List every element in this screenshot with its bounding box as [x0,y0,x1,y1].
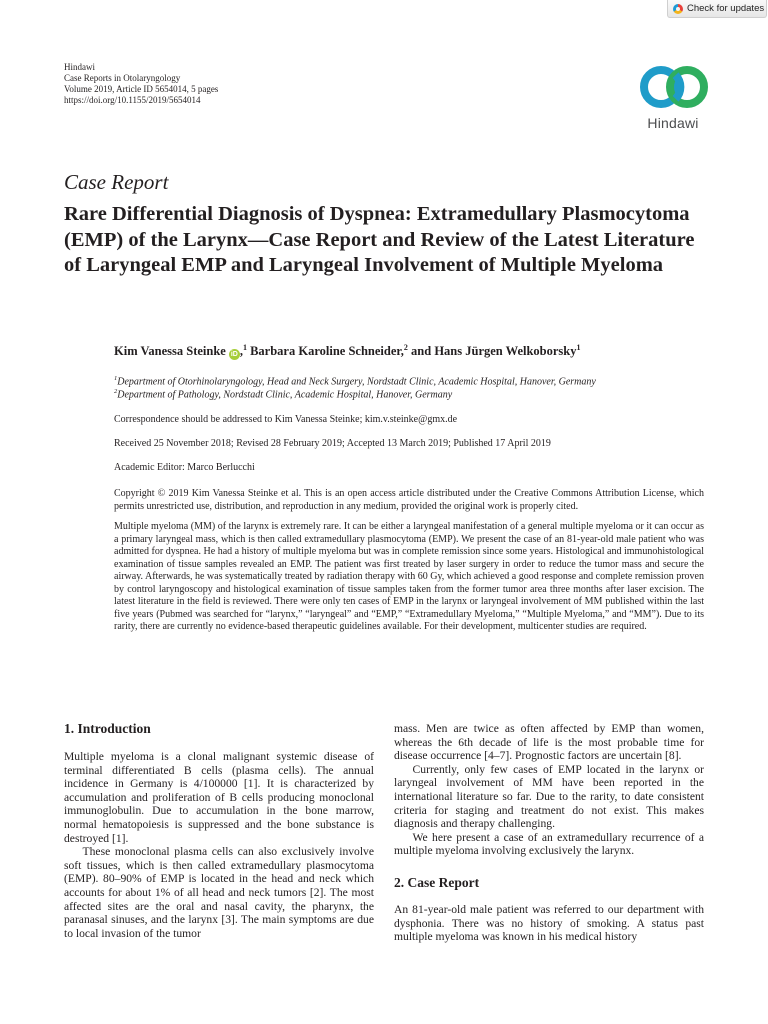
volume-info: Volume 2019, Article ID 5654014, 5 pages [64,84,219,94]
doi-link[interactable]: https://doi.org/10.1155/2019/5654014 [64,95,201,105]
logo-wordmark: Hindawi [647,115,699,131]
correspondence: Correspondence should be addressed to Kim Vanessa Steinke; kim.v.steinke@gmx.de [114,414,458,425]
journal-name: Case Reports in Otolaryngology [64,73,181,83]
copyright-notice: Copyright © 2019 Kim Vanessa Steinke et al. This is an open access article distributed under the Creative Commons Attribution License, which permits unrestricted use, distribution, and reproduction in any medium, provided the original work is properly cited. [114,488,704,512]
paragraph: An 81-year-old male patient was referred to our department with dysphonia. There was no history of smoking. A status past multiple myeloma was known in his medical history [394,902,704,944]
section-heading-introduction: 1. Introduction [64,721,151,736]
affiliation-number: 1 [114,375,118,382]
affiliation [114,388,452,400]
article-title: Rare Differential Diagnosis of Dyspnea: Extramedullary Plasmocytoma (EMP) of the Larynx—Case Report and Review of the Latest Literature of Laryngeal EMP and Laryngeal Involvement of Multiple Myeloma [64,203,695,276]
orcid-icon[interactable]: iD [230,351,238,359]
article-dates: Received 25 November 2018; Revised 28 February 2019; Accepted 13 March 2019; Published 17 April 2019 [114,438,551,449]
publisher-name: Hindawi [64,62,95,72]
author-affiliation-number: 1 [242,343,247,352]
author-list: Kim Vanessa Steinke iD ,$^1$ Barbara Karoline Schneider,$^2$ and Hans Jürgen Welkoborsky$^1$ [114,343,581,359]
section-heading-case-report: 2. Case Report [394,874,480,890]
academic-editor: Academic Editor: Marco Berlucchi [114,462,255,473]
affiliation [114,375,596,387]
paragraph: Currently, only few cases of EMP located in the larynx or laryngeal involvement of MM have been reported in the international literature so far. Due to the rarity, to date consistent criteria for staging and treatment do not exist. This makes diagnosis and therapy challenging. [394,762,704,831]
article-type: Case Report [64,170,169,194]
author-name: Barbara Karoline Schneider, [250,344,404,359]
author-name: and Hans Jürgen Welkoborsky [411,344,577,359]
author-affiliation-number: 2 [403,343,408,352]
paragraph: We here present a case of an extramedullary recurrence of a multiple myeloma involving exclusively the larynx. [394,830,704,858]
journal-meta [64,62,218,106]
paragraph: Multiple myeloma is a clonal malignant systemic disease of terminal differentiated B cells (plasma cells). The annual incidence in Germany is 4/100000 [1]. It is characterized by accumulation and proliferation of B cells producing monoclonal immunoglobulin. Due to accumulation in the bone marrow, normal hematopoiesis is suppressed and the bone substance is destroyed [1]. [64,750,374,845]
author-name: Kim Vanessa Steinke [114,344,226,359]
affiliation-text: Department of Pathology, Nordstadt Clinic, Academic Hospital, Hanover, Germany [117,389,453,401]
paragraph: These monoclonal plasma cells can also exclusively involve soft tissues, which is then called extramedullary plasmocytoma (EMP). 80–90% of EMP is located in the head and neck which accounts for about 1% of all head and neck tumors [2]. The most affected sites are the oral and nasal cavity, the pharynx, the paranasal sinuses, and the larynx [3]. The main symptoms are due to local invasion of the tumor [64,845,374,940]
affiliation-number: 2 [114,388,118,395]
update-check-icon [673,4,683,14]
check-for-updates-label: Check for updates [687,3,765,14]
check-for-updates-button[interactable] [667,0,767,18]
affiliation-text: Department of Otorhinolaryngology, Head and Neck Surgery, Nordstadt Clinic, Academic Hospital, Hanover, Germany [117,376,596,388]
body-column-left [64,721,374,940]
paragraph: mass. Men are twice as often affected by EMP than women, whereas the 6th decade of life is the most probable time for disease occurrence [4–7]. Prognostic factors are uncertain [8]. [394,722,704,763]
author-affiliation-number: 1 [576,343,581,352]
body-column-right [394,722,704,944]
abstract: Multiple myeloma (MM) of the larynx is extremely rare. It can be either a laryngeal manifestation of a general multiple myeloma or it can occur as a primary laryngeal mass, which is then called extramedullary plasmocytoma (EMP). We present the case of an 81-year-old male patient who was admitted for dyspnea. He had a history of multiple myeloma but was in complete remission since some years. Histological and immunohistological examination of tissue samples revealed an EMP. The patient was first treated by laser surgery in order to reduce the tumor mass and secure the airway. Afterwards, he was systematically treated by radiation therapy with 60 Gy, which achieved a good response and complete remission proven by control laryngoscopy and histological examination of tissue samples taken from the former tumor area three months after laser excision. The latest literature in the field is reviewed. There were only ten cases of EMP in the larynx or laryngeal involvement of MM published within the last five years (Pubmed was searched for “larynx,” “laryngeal” and “EMP,” “Extramedullary Myeloma,” “Multiple Myeloma,” and “MM”). Due to its rarity, there are currently no evidence-based therapeutic guidelines available. For their development, multicenter studies are required. [114,521,704,633]
hindawi-logo-icon [636,62,712,114]
